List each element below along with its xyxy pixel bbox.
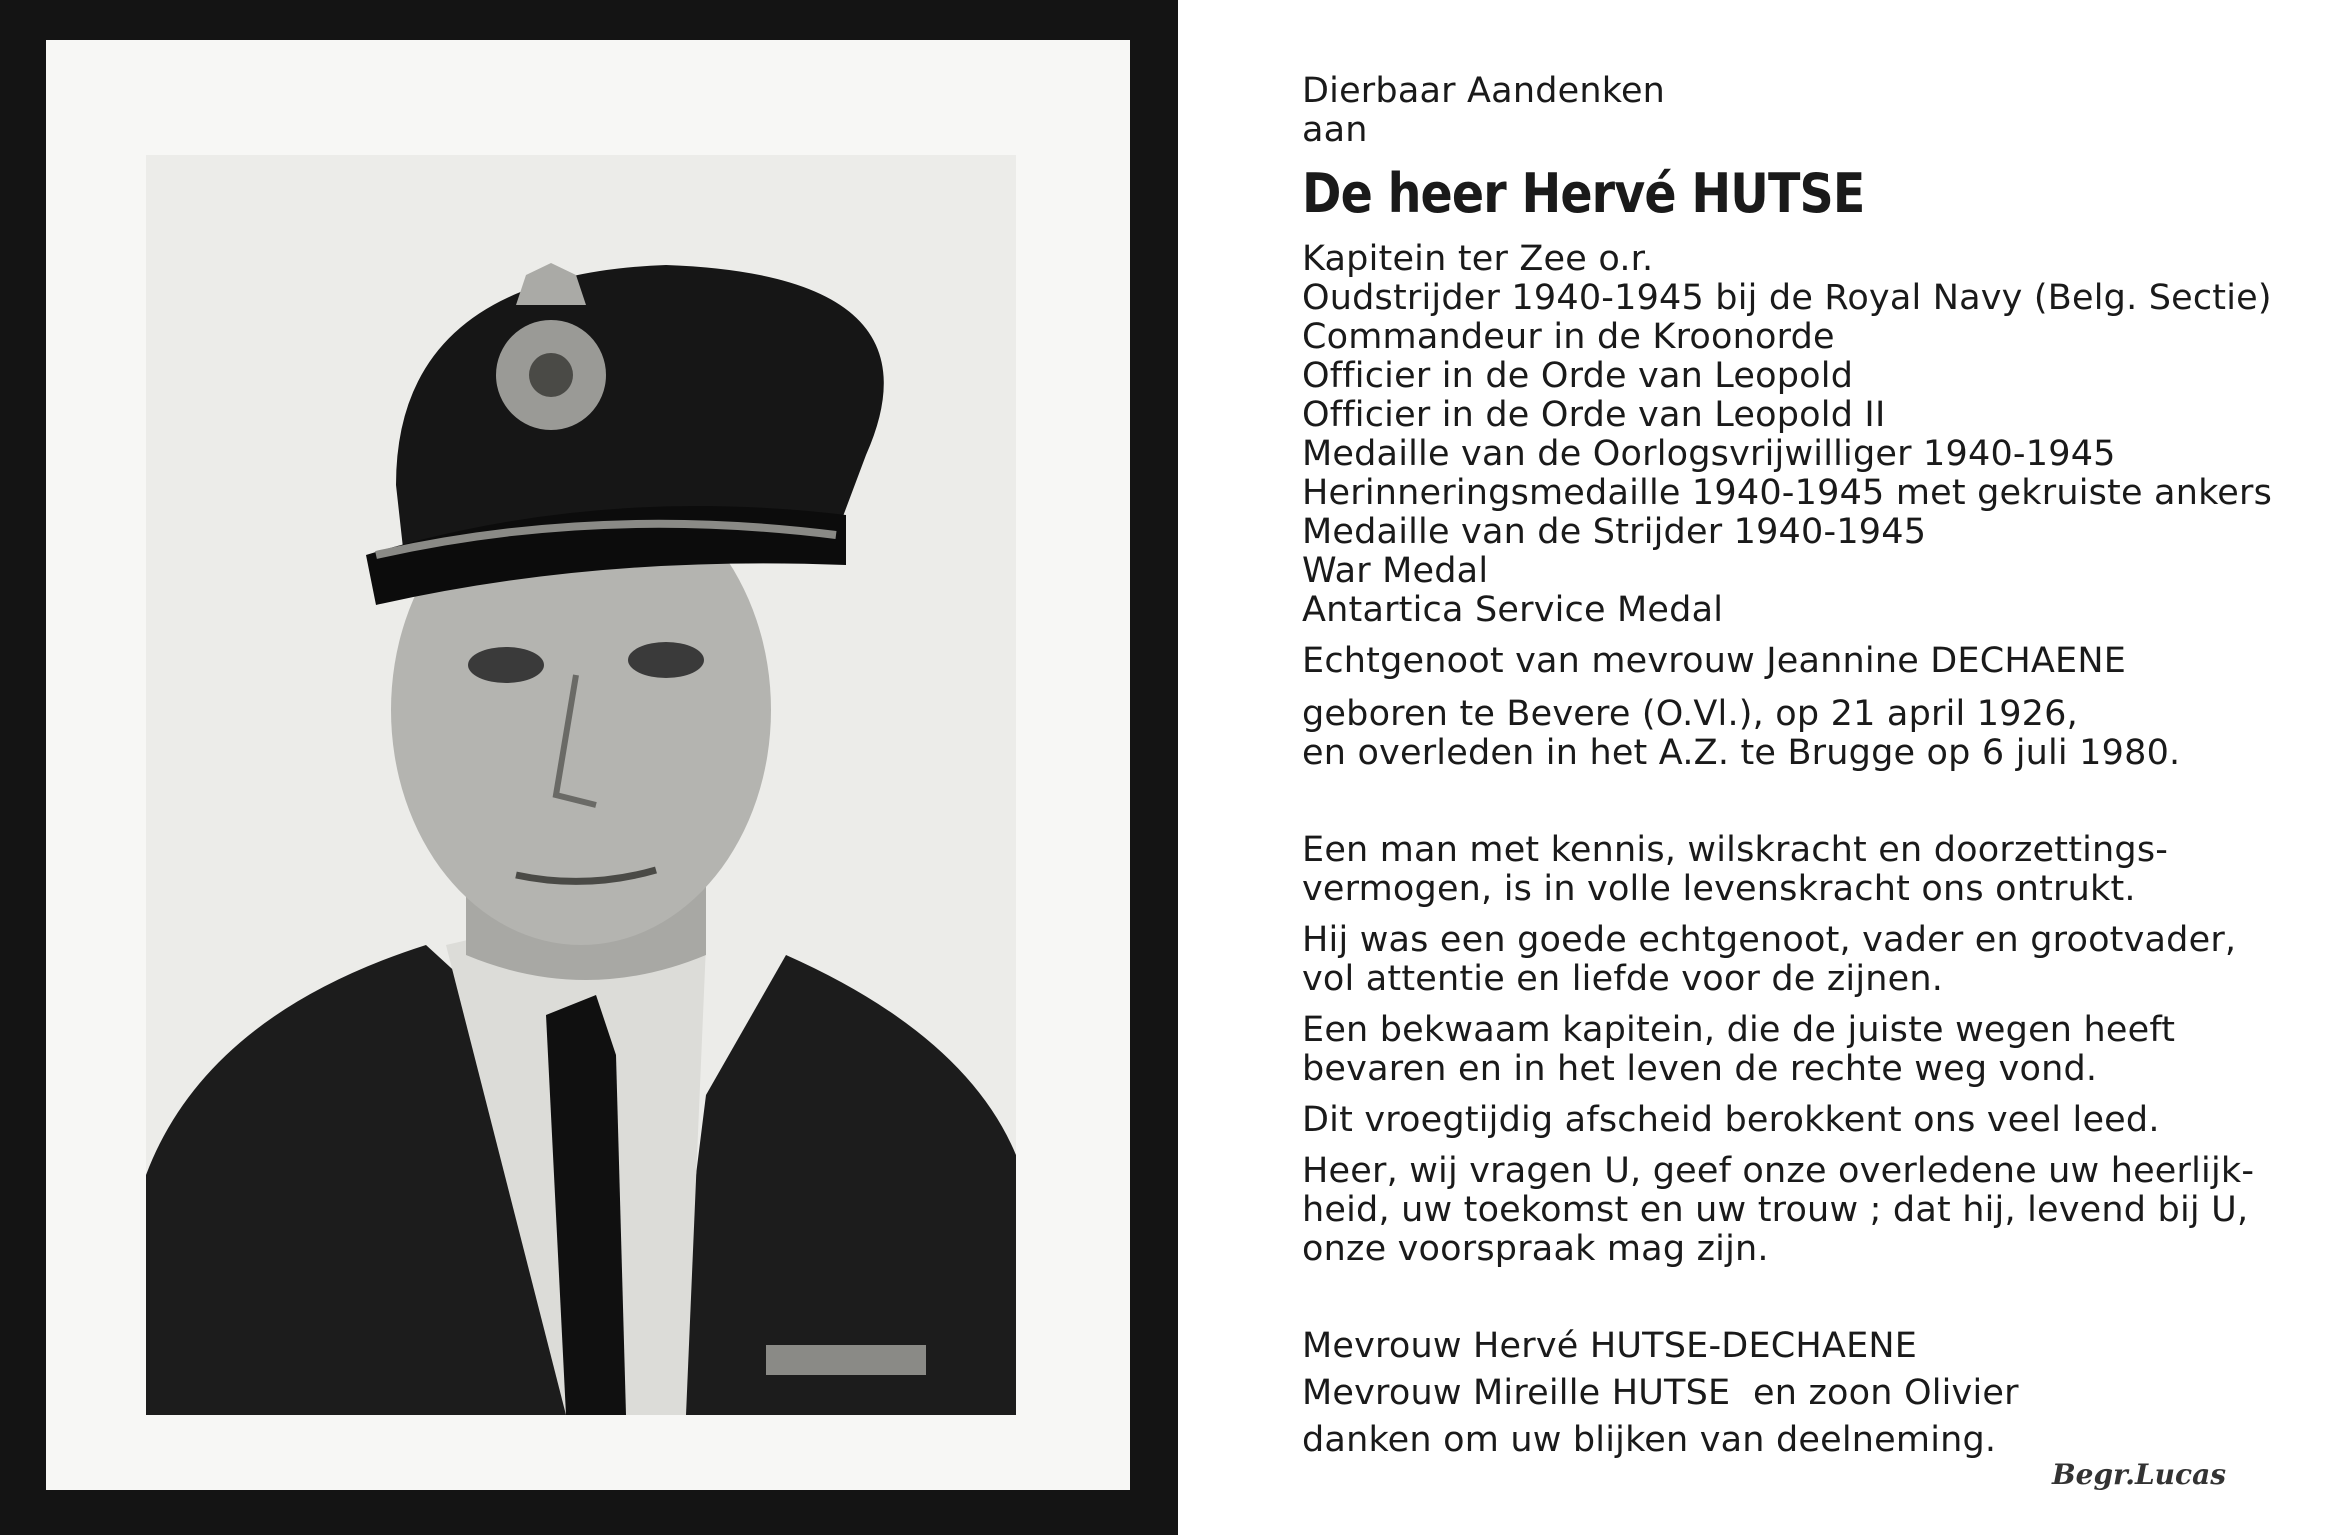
tribute-line: Dit vroegtijdig afscheid berokkent ons veel leed. <box>1302 1100 2160 1140</box>
photo-card <box>46 40 1130 1490</box>
prayer-line: onze voorspraak mag zijn. <box>1302 1229 1769 1269</box>
prayer-line: heid, uw toekomst en uw trouw ; dat hij, levend bij U, <box>1302 1190 2249 1230</box>
title-item: Officier in de Orde van Leopold <box>1302 356 1854 396</box>
tribute-line: Een bekwaam kapitein, die de juiste wegen heeft <box>1302 1010 2176 1050</box>
tribute-line: vol attentie en liefde voor de zijnen. <box>1302 959 1944 999</box>
portrait-photo <box>146 155 1016 1415</box>
family-line: danken om uw blijken van deelneming. <box>1302 1420 1997 1460</box>
family-line: Mevrouw Hervé HUTSE-DECHAENE <box>1302 1326 1918 1366</box>
titles-list <box>1302 240 2312 630</box>
tribute-line: bevaren en in het leven de rechte weg vond. <box>1302 1049 2098 1089</box>
death-line: en overleden in het A.Z. te Brugge op 6 juli 1980. <box>1302 733 2181 773</box>
prayer-line: Heer, wij vragen U, geef onze overledene uw heerlijk- <box>1302 1151 2255 1191</box>
title-item: Medaille van de Strijder 1940-1945 <box>1302 512 1927 552</box>
tribute-paragraph <box>1302 921 2312 999</box>
family-line: Mevrouw Mireille HUTSE en zoon Olivier <box>1302 1373 2019 1413</box>
intro-line: Dierbaar Aandenken <box>1302 71 1666 111</box>
tribute-line: Hij was een goede echtgenoot, vader en grootvader, <box>1302 920 2237 960</box>
memorial-text <box>1302 72 2312 1460</box>
family-thanks <box>1302 1327 2312 1460</box>
text-panel <box>1178 0 2350 1535</box>
tribute-paragraph <box>1302 1101 2312 1140</box>
title-item: Officier in de Orde van Leopold II <box>1302 395 1886 435</box>
title-item: Medaille van de Oorlogsvrijwilliger 1940-1945 <box>1302 434 2116 474</box>
title-item: Herinneringsmedaille 1940-1945 met gekruiste ankers <box>1302 473 2273 513</box>
title-item: Oudstrijder 1940-1945 bij de Royal Navy (Belg. Sectie) <box>1302 278 2272 318</box>
title-item: Kapitein ter Zee o.r. <box>1302 239 1654 279</box>
tribute-line: vermogen, is in volle levenskracht ons ontrukt. <box>1302 869 2136 909</box>
title-item: Antartica Service Medal <box>1302 590 1724 630</box>
intro-line: aan <box>1302 110 1368 150</box>
title-item: Commandeur in de Kroonorde <box>1302 317 1835 357</box>
portrait-illustration <box>146 155 1016 1415</box>
printer-mark: Begr.Lucas <box>2052 1458 2226 1491</box>
deceased-name: De heer Hervé HUTSE <box>1302 162 1865 225</box>
spouse-line: Echtgenoot van mevrouw Jeannine DECHAENE <box>1302 641 2127 681</box>
tribute-line: Een man met kennis, wilskracht en doorzettings- <box>1302 830 2169 870</box>
tribute-paragraph <box>1302 831 2312 909</box>
birth-line: geboren te Bevere (O.Vl.), op 21 april 1926, <box>1302 694 2078 734</box>
title-item: War Medal <box>1302 551 1489 591</box>
tribute-paragraph <box>1302 1011 2312 1089</box>
prayer-paragraph <box>1302 1152 2312 1269</box>
